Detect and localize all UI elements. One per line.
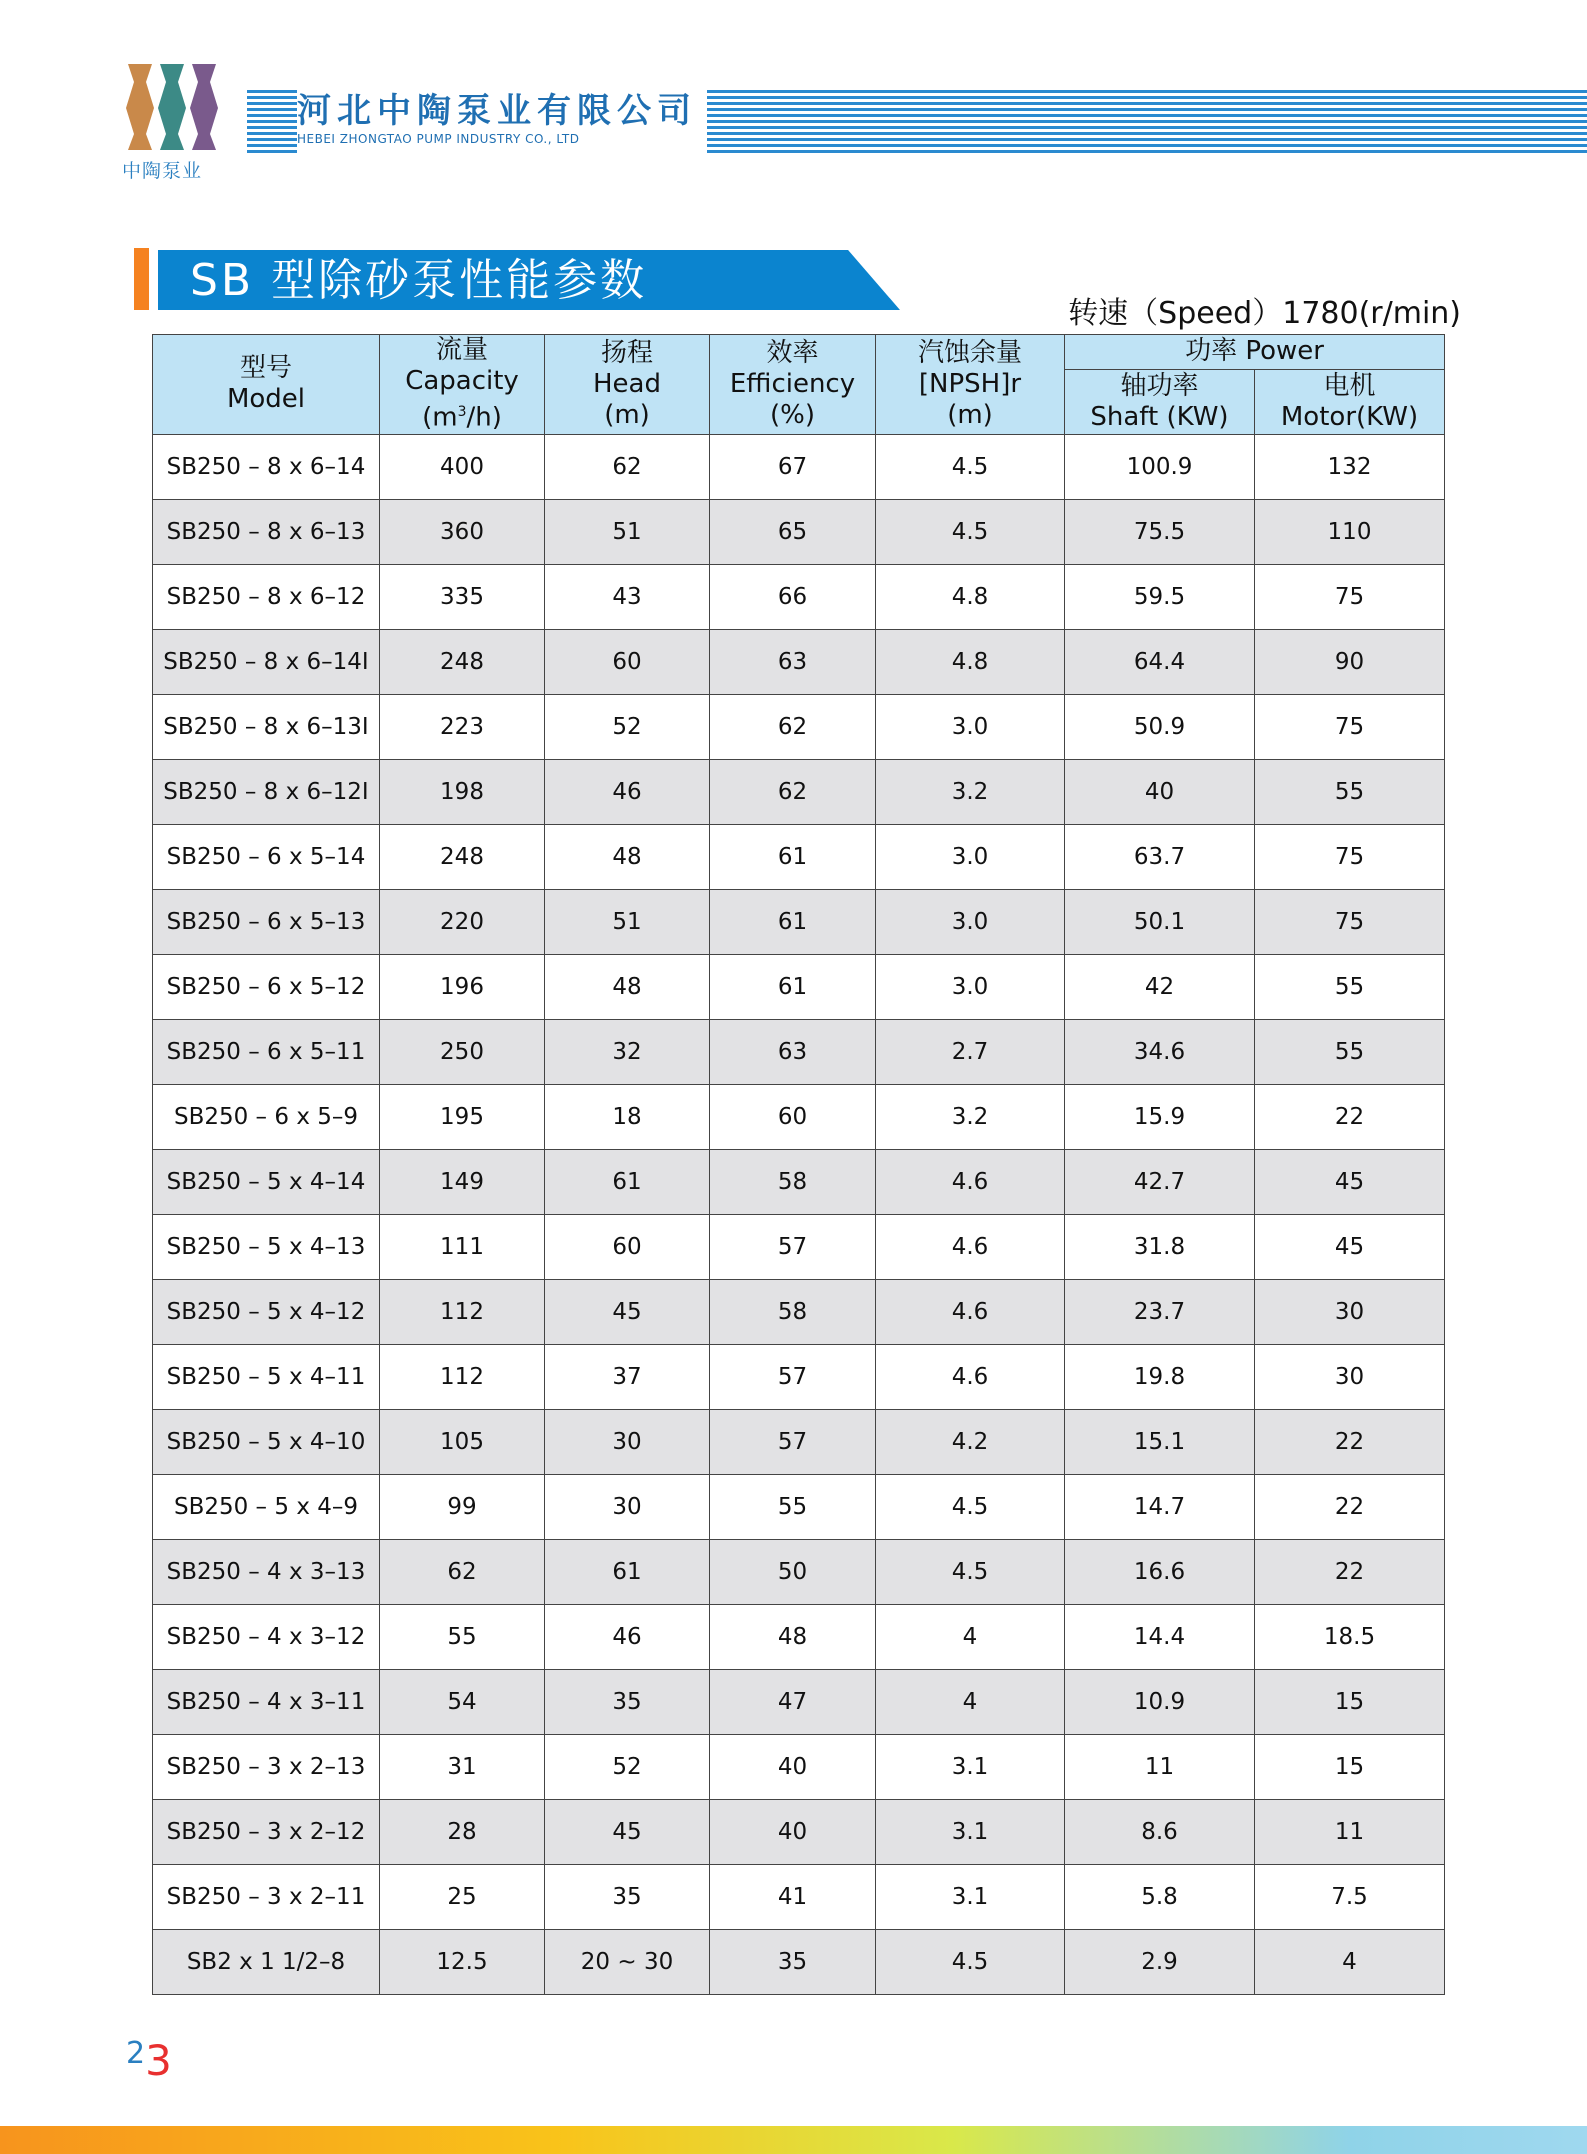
cell-efficiency: 40 bbox=[710, 1734, 876, 1799]
cell-npsh: 3.0 bbox=[876, 694, 1065, 759]
cell-head: 61 bbox=[545, 1149, 710, 1214]
cell-efficiency: 57 bbox=[710, 1214, 876, 1279]
cell-shaft-power: 75.5 bbox=[1065, 499, 1255, 564]
company-name-cn: 河北中陶泵业有限公司 bbox=[297, 91, 697, 131]
cell-capacity: 112 bbox=[380, 1344, 545, 1409]
table-row bbox=[153, 499, 1445, 564]
cell-shaft-power: 14.4 bbox=[1065, 1604, 1255, 1669]
cell-capacity: 400 bbox=[380, 434, 545, 499]
cell-shaft-power: 42 bbox=[1065, 954, 1255, 1019]
table-row bbox=[153, 824, 1445, 889]
cell-head: 46 bbox=[545, 759, 710, 824]
cell-efficiency: 63 bbox=[710, 629, 876, 694]
table-row bbox=[153, 694, 1445, 759]
company-name-en: HEBEI ZHONGTAO PUMP INDUSTRY CO., LTD bbox=[297, 132, 580, 146]
cell-npsh: 3.2 bbox=[876, 759, 1065, 824]
cell-model: SB250 – 6 x 5–14 bbox=[153, 824, 380, 889]
cell-efficiency: 65 bbox=[710, 499, 876, 564]
logo-caption: 中陶泵业 bbox=[122, 160, 203, 182]
table-row bbox=[153, 434, 1445, 499]
cell-efficiency: 47 bbox=[710, 1669, 876, 1734]
cell-shaft-power: 42.7 bbox=[1065, 1149, 1255, 1214]
cell-motor-power: 7.5 bbox=[1255, 1864, 1445, 1929]
cell-model: SB250 – 5 x 4–9 bbox=[153, 1474, 380, 1539]
cell-shaft-power: 23.7 bbox=[1065, 1279, 1255, 1344]
title-accent-bar bbox=[134, 248, 149, 310]
col-header-motor: 电机 Motor(KW) bbox=[1255, 369, 1445, 434]
cell-npsh: 4.6 bbox=[876, 1344, 1065, 1409]
cell-model: SB250 – 6 x 5–13 bbox=[153, 889, 380, 954]
cell-efficiency: 58 bbox=[710, 1279, 876, 1344]
col-header-head: 扬程 Head (m) bbox=[545, 335, 710, 435]
cell-efficiency: 63 bbox=[710, 1019, 876, 1084]
cell-motor-power: 75 bbox=[1255, 694, 1445, 759]
table-row bbox=[153, 1604, 1445, 1669]
cell-head: 60 bbox=[545, 629, 710, 694]
cell-head: 30 bbox=[545, 1474, 710, 1539]
table-row bbox=[153, 1539, 1445, 1604]
cell-motor-power: 22 bbox=[1255, 1084, 1445, 1149]
col-header-model: 型号 Model bbox=[153, 335, 380, 435]
cell-capacity: 31 bbox=[380, 1734, 545, 1799]
cell-capacity: 223 bbox=[380, 694, 545, 759]
cell-shaft-power: 16.6 bbox=[1065, 1539, 1255, 1604]
cell-shaft-power: 14.7 bbox=[1065, 1474, 1255, 1539]
cell-model: SB250 – 8 x 6–14 bbox=[153, 434, 380, 499]
cell-motor-power: 75 bbox=[1255, 824, 1445, 889]
page-number-digit-1: 2 bbox=[126, 2036, 146, 2071]
cell-npsh: 4.8 bbox=[876, 629, 1065, 694]
cell-efficiency: 66 bbox=[710, 564, 876, 629]
table-row bbox=[153, 1929, 1445, 1994]
cell-motor-power: 75 bbox=[1255, 564, 1445, 629]
cell-model: SB250 – 5 x 4–13 bbox=[153, 1214, 380, 1279]
cell-motor-power: 22 bbox=[1255, 1474, 1445, 1539]
cell-efficiency: 62 bbox=[710, 759, 876, 824]
company-name-block bbox=[297, 90, 707, 154]
col-header-efficiency: 效率 Efficiency (%) bbox=[710, 335, 876, 435]
col-header-npsh: 汽蚀余量 [NPSH]r (m) bbox=[876, 335, 1065, 435]
cell-model: SB250 – 4 x 3–12 bbox=[153, 1604, 380, 1669]
cell-efficiency: 58 bbox=[710, 1149, 876, 1214]
cell-capacity: 360 bbox=[380, 499, 545, 564]
cell-npsh: 2.7 bbox=[876, 1019, 1065, 1084]
footer-gradient-bar bbox=[0, 2126, 1587, 2154]
cell-efficiency: 62 bbox=[710, 694, 876, 759]
cell-shaft-power: 15.9 bbox=[1065, 1084, 1255, 1149]
cell-capacity: 28 bbox=[380, 1799, 545, 1864]
cell-shaft-power: 34.6 bbox=[1065, 1019, 1255, 1084]
cell-model: SB250 – 8 x 6–14I bbox=[153, 629, 380, 694]
cell-model: SB2 x 1 1/2–8 bbox=[153, 1929, 380, 1994]
page-number-digit-2: 3 bbox=[145, 2036, 172, 2085]
cell-shaft-power: 11 bbox=[1065, 1734, 1255, 1799]
company-logo bbox=[122, 62, 222, 182]
cell-capacity: 111 bbox=[380, 1214, 545, 1279]
cell-npsh: 4 bbox=[876, 1669, 1065, 1734]
table-row bbox=[153, 629, 1445, 694]
performance-table bbox=[152, 334, 1445, 1995]
cell-motor-power: 90 bbox=[1255, 629, 1445, 694]
cell-motor-power: 55 bbox=[1255, 954, 1445, 1019]
cell-motor-power: 18.5 bbox=[1255, 1604, 1445, 1669]
col-header-power: 功率 Power bbox=[1065, 335, 1445, 370]
cell-npsh: 3.0 bbox=[876, 954, 1065, 1019]
cell-npsh: 3.1 bbox=[876, 1734, 1065, 1799]
cell-npsh: 4.6 bbox=[876, 1214, 1065, 1279]
cell-motor-power: 15 bbox=[1255, 1669, 1445, 1734]
cell-capacity: 248 bbox=[380, 824, 545, 889]
cell-npsh: 4.6 bbox=[876, 1279, 1065, 1344]
table-row bbox=[153, 1474, 1445, 1539]
cell-model: SB250 – 5 x 4–12 bbox=[153, 1279, 380, 1344]
cell-shaft-power: 19.8 bbox=[1065, 1344, 1255, 1409]
cell-npsh: 4.5 bbox=[876, 1474, 1065, 1539]
cell-motor-power: 30 bbox=[1255, 1344, 1445, 1409]
cell-head: 48 bbox=[545, 824, 710, 889]
table-row bbox=[153, 564, 1445, 629]
cell-capacity: 25 bbox=[380, 1864, 545, 1929]
cell-efficiency: 61 bbox=[710, 954, 876, 1019]
table-row bbox=[153, 1084, 1445, 1149]
cell-model: SB250 – 3 x 2–11 bbox=[153, 1864, 380, 1929]
cell-model: SB250 – 6 x 5–9 bbox=[153, 1084, 380, 1149]
cell-head: 51 bbox=[545, 499, 710, 564]
cell-capacity: 99 bbox=[380, 1474, 545, 1539]
table-row bbox=[153, 1799, 1445, 1864]
cell-npsh: 4.5 bbox=[876, 499, 1065, 564]
cell-motor-power: 22 bbox=[1255, 1539, 1445, 1604]
cell-motor-power: 45 bbox=[1255, 1214, 1445, 1279]
cell-head: 48 bbox=[545, 954, 710, 1019]
cell-head: 62 bbox=[545, 434, 710, 499]
cell-npsh: 4.5 bbox=[876, 1539, 1065, 1604]
cell-motor-power: 15 bbox=[1255, 1734, 1445, 1799]
col-header-shaft: 轴功率 Shaft (KW) bbox=[1065, 369, 1255, 434]
table-row bbox=[153, 954, 1445, 1019]
table-header-row bbox=[153, 335, 1445, 370]
table-row bbox=[153, 1149, 1445, 1214]
cell-capacity: 12.5 bbox=[380, 1929, 545, 1994]
cell-capacity: 248 bbox=[380, 629, 545, 694]
cell-npsh: 4.6 bbox=[876, 1149, 1065, 1214]
cell-efficiency: 50 bbox=[710, 1539, 876, 1604]
cell-head: 51 bbox=[545, 889, 710, 954]
cell-capacity: 54 bbox=[380, 1669, 545, 1734]
cell-efficiency: 61 bbox=[710, 824, 876, 889]
cell-motor-power: 45 bbox=[1255, 1149, 1445, 1214]
cell-efficiency: 48 bbox=[710, 1604, 876, 1669]
cell-capacity: 250 bbox=[380, 1019, 545, 1084]
cell-shaft-power: 100.9 bbox=[1065, 434, 1255, 499]
cell-head: 35 bbox=[545, 1669, 710, 1734]
cell-head: 18 bbox=[545, 1084, 710, 1149]
cell-capacity: 105 bbox=[380, 1409, 545, 1474]
cell-capacity: 195 bbox=[380, 1084, 545, 1149]
cell-npsh: 3.0 bbox=[876, 889, 1065, 954]
cell-model: SB250 – 8 x 6–13I bbox=[153, 694, 380, 759]
table-row bbox=[153, 1864, 1445, 1929]
cell-model: SB250 – 8 x 6–12 bbox=[153, 564, 380, 629]
cell-capacity: 196 bbox=[380, 954, 545, 1019]
cell-shaft-power: 15.1 bbox=[1065, 1409, 1255, 1474]
cell-model: SB250 – 6 x 5–12 bbox=[153, 954, 380, 1019]
cell-motor-power: 132 bbox=[1255, 434, 1445, 499]
cell-shaft-power: 31.8 bbox=[1065, 1214, 1255, 1279]
table-row bbox=[153, 1409, 1445, 1474]
cell-shaft-power: 50.1 bbox=[1065, 889, 1255, 954]
page-number bbox=[126, 2036, 172, 2085]
table-body bbox=[153, 434, 1445, 1994]
cell-motor-power: 30 bbox=[1255, 1279, 1445, 1344]
cell-shaft-power: 64.4 bbox=[1065, 629, 1255, 694]
cell-efficiency: 61 bbox=[710, 889, 876, 954]
table-row bbox=[153, 1344, 1445, 1409]
cell-motor-power: 110 bbox=[1255, 499, 1445, 564]
cell-shaft-power: 50.9 bbox=[1065, 694, 1255, 759]
cell-motor-power: 75 bbox=[1255, 889, 1445, 954]
cell-head: 61 bbox=[545, 1539, 710, 1604]
cell-model: SB250 – 5 x 4–10 bbox=[153, 1409, 380, 1474]
cell-head: 45 bbox=[545, 1279, 710, 1344]
cell-motor-power: 55 bbox=[1255, 759, 1445, 824]
table-row bbox=[153, 1214, 1445, 1279]
cell-shaft-power: 8.6 bbox=[1065, 1799, 1255, 1864]
table-row bbox=[153, 1279, 1445, 1344]
cell-shaft-power: 10.9 bbox=[1065, 1669, 1255, 1734]
cell-npsh: 3.1 bbox=[876, 1799, 1065, 1864]
cell-efficiency: 40 bbox=[710, 1799, 876, 1864]
cell-motor-power: 22 bbox=[1255, 1409, 1445, 1474]
cell-npsh: 4 bbox=[876, 1604, 1065, 1669]
cell-capacity: 62 bbox=[380, 1539, 545, 1604]
cell-model: SB250 – 8 x 6–12I bbox=[153, 759, 380, 824]
cell-head: 37 bbox=[545, 1344, 710, 1409]
table-row bbox=[153, 1669, 1445, 1734]
cell-head: 46 bbox=[545, 1604, 710, 1669]
cell-capacity: 335 bbox=[380, 564, 545, 629]
cell-shaft-power: 40 bbox=[1065, 759, 1255, 824]
cell-npsh: 4.5 bbox=[876, 434, 1065, 499]
cell-npsh: 4.2 bbox=[876, 1409, 1065, 1474]
cell-model: SB250 – 5 x 4–11 bbox=[153, 1344, 380, 1409]
speed-label: 转速（Speed）1780(r/min) bbox=[1068, 296, 1461, 331]
logo-mark-icon bbox=[126, 62, 218, 152]
cell-model: SB250 – 3 x 2–13 bbox=[153, 1734, 380, 1799]
cell-efficiency: 55 bbox=[710, 1474, 876, 1539]
page-title: SB 型除砂泵性能参数 bbox=[190, 255, 648, 306]
cell-head: 32 bbox=[545, 1019, 710, 1084]
cell-head: 52 bbox=[545, 694, 710, 759]
cell-efficiency: 57 bbox=[710, 1344, 876, 1409]
cell-motor-power: 4 bbox=[1255, 1929, 1445, 1994]
cell-efficiency: 35 bbox=[710, 1929, 876, 1994]
cell-head: 52 bbox=[545, 1734, 710, 1799]
cell-motor-power: 55 bbox=[1255, 1019, 1445, 1084]
cell-npsh: 3.0 bbox=[876, 824, 1065, 889]
table-row bbox=[153, 759, 1445, 824]
cell-capacity: 149 bbox=[380, 1149, 545, 1214]
table-row bbox=[153, 1019, 1445, 1084]
cell-shaft-power: 63.7 bbox=[1065, 824, 1255, 889]
cell-motor-power: 11 bbox=[1255, 1799, 1445, 1864]
col-header-capacity: 流量 Capacity $(m^3/h)$ bbox=[380, 335, 545, 435]
cell-head: 30 bbox=[545, 1409, 710, 1474]
table-row bbox=[153, 1734, 1445, 1799]
cell-model: SB250 – 4 x 3–11 bbox=[153, 1669, 380, 1734]
table-row bbox=[153, 889, 1445, 954]
cell-head: 20 ~ 30 bbox=[545, 1929, 710, 1994]
cell-npsh: 4.8 bbox=[876, 564, 1065, 629]
cell-head: 43 bbox=[545, 564, 710, 629]
cell-shaft-power: 5.8 bbox=[1065, 1864, 1255, 1929]
cell-efficiency: 60 bbox=[710, 1084, 876, 1149]
cell-model: SB250 – 3 x 2–12 bbox=[153, 1799, 380, 1864]
cell-capacity: 112 bbox=[380, 1279, 545, 1344]
cell-head: 35 bbox=[545, 1864, 710, 1929]
cell-npsh: 4.5 bbox=[876, 1929, 1065, 1994]
cell-head: 45 bbox=[545, 1799, 710, 1864]
cell-capacity: 55 bbox=[380, 1604, 545, 1669]
cell-head: 60 bbox=[545, 1214, 710, 1279]
cell-model: SB250 – 8 x 6–13 bbox=[153, 499, 380, 564]
cell-npsh: 3.1 bbox=[876, 1864, 1065, 1929]
cell-model: SB250 – 6 x 5–11 bbox=[153, 1019, 380, 1084]
cell-model: SB250 – 4 x 3–13 bbox=[153, 1539, 380, 1604]
cell-efficiency: 41 bbox=[710, 1864, 876, 1929]
cell-npsh: 3.2 bbox=[876, 1084, 1065, 1149]
cell-capacity: 220 bbox=[380, 889, 545, 954]
cell-shaft-power: 59.5 bbox=[1065, 564, 1255, 629]
cell-model: SB250 – 5 x 4–14 bbox=[153, 1149, 380, 1214]
cell-shaft-power: 2.9 bbox=[1065, 1929, 1255, 1994]
cell-efficiency: 57 bbox=[710, 1409, 876, 1474]
cell-capacity: 198 bbox=[380, 759, 545, 824]
cell-efficiency: 67 bbox=[710, 434, 876, 499]
